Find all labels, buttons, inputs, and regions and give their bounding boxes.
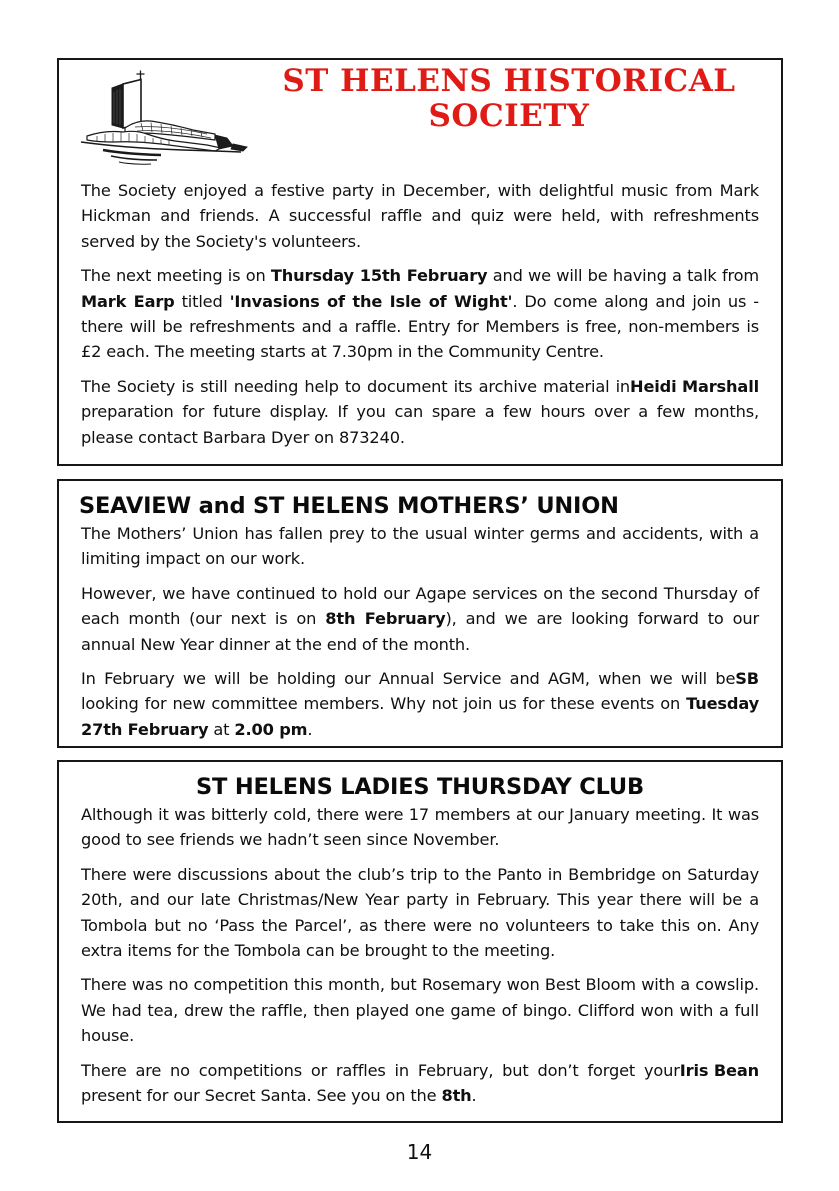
article-st-helens-historical-society: [57, 58, 783, 466]
paragraph: [81, 521, 759, 572]
paragraph: [81, 374, 759, 450]
author-signature: SB: [735, 669, 759, 689]
emphasis-date: Thursday 15th February: [270, 266, 488, 286]
article-seaview-and-st-helens-mothers-union: [57, 479, 783, 748]
article-body: [59, 521, 781, 742]
paragraph: [81, 666, 759, 742]
paragraph-text: titled: [174, 291, 230, 311]
author-signature: Heidi Marshall: [630, 376, 759, 396]
paragraph-text: However, we have continued to hold our Agape services on the second Thursday of each month (our next is on: [81, 583, 759, 629]
section-heading-mothers-union: SEAVIEW and ST HELENS MOTHERS’ UNION: [79, 493, 619, 519]
article-body: [59, 178, 781, 450]
emphasis-time: 2.00 pm: [234, 719, 308, 739]
emphasis-talk-title: 'Invasions of the Isle of Wight': [229, 291, 513, 311]
paragraph: [81, 862, 759, 964]
paragraph-text: . Do come along and join us - there will be refreshments and a raffle. Entry for Members is free, non-members is £2 each. The meeting starts at 7.30pm in the Community Centre.: [81, 291, 759, 362]
paragraph: [81, 581, 759, 657]
paragraph-text: Although it was bitterly cold, there were 17 members at our January meeting. It was good to see friends we hadn’t seen since November.: [81, 805, 759, 850]
paragraph-text: .: [471, 1086, 477, 1106]
article-st-helens-ladies-thursday-club: [57, 760, 783, 1123]
paragraph-text: The Society enjoyed a festive party in December, with delightful music from Mark Hickman and friends. A successful raffle and quiz were held, with refreshments served by the Society's volunteers.: [81, 181, 759, 251]
paragraph-text: .: [307, 719, 313, 739]
page-title: ST HELENS HISTORICAL SOCIETY: [282, 63, 736, 134]
church-tower-ruins-icon: [65, 62, 250, 174]
paragraph-text: at: [208, 719, 235, 739]
paragraph: [81, 802, 759, 853]
section-heading-ladies-thursday-club: ST HELENS LADIES THURSDAY CLUB: [196, 774, 644, 800]
paragraph-text: There are no competitions or raffles in February, but don’t forget your present for our Secret Santa. See you on the: [81, 1060, 680, 1106]
paragraph-text: and we will be having a talk from: [487, 266, 760, 286]
emphasis-date: 8th: [441, 1086, 472, 1106]
paragraph: [81, 972, 759, 1048]
emphasis-date: 8th February: [325, 609, 446, 629]
paragraph-text: There was no competition this month, but Rosemary won Best Bloom with a cowslip. We had tea, drew the raffle, then played one game of bingo. Clifford won with a full house.: [81, 975, 759, 1046]
paragraph-text: ), and we are looking forward to our annual New Year dinner at the end of the month.: [81, 609, 759, 654]
author-signature: Iris Bean: [679, 1060, 759, 1080]
paragraph-text: The Mothers’ Union has fallen prey to the usual winter germs and accidents, with a limiting impact on our work.: [81, 524, 759, 569]
emphasis-speaker: Mark Earp: [81, 291, 175, 311]
paragraph: [81, 178, 759, 254]
paragraph-text: In February we will be holding our Annual Service and AGM, when we will be looking for new committee members. Why not join us for these events on: [81, 669, 736, 714]
paragraph-text: The Society is still needing help to document its archive material in preparation for future display. If you can spare a few hours over a few months, please contact Barbara Dyer on 873240.: [81, 376, 759, 447]
article-body: [59, 802, 781, 1108]
emphasis-date: Tuesday 27th February: [81, 694, 759, 739]
paragraph: [81, 263, 759, 365]
page-number: 14: [406, 1140, 433, 1164]
paragraph: [81, 1058, 759, 1109]
paragraph-text: The next meeting is on: [81, 266, 271, 286]
article-masthead: [59, 60, 781, 178]
paragraph-text: There were discussions about the club’s trip to the Panto in Bembridge on Saturday 20th, and our late Christmas/New Year party in February. This year there will be a Tombola but no ‘Pass the Parcel’, as there were no volunteers to take this on. Any extra items for the Tombola can be brought to the meeting.: [81, 864, 759, 961]
